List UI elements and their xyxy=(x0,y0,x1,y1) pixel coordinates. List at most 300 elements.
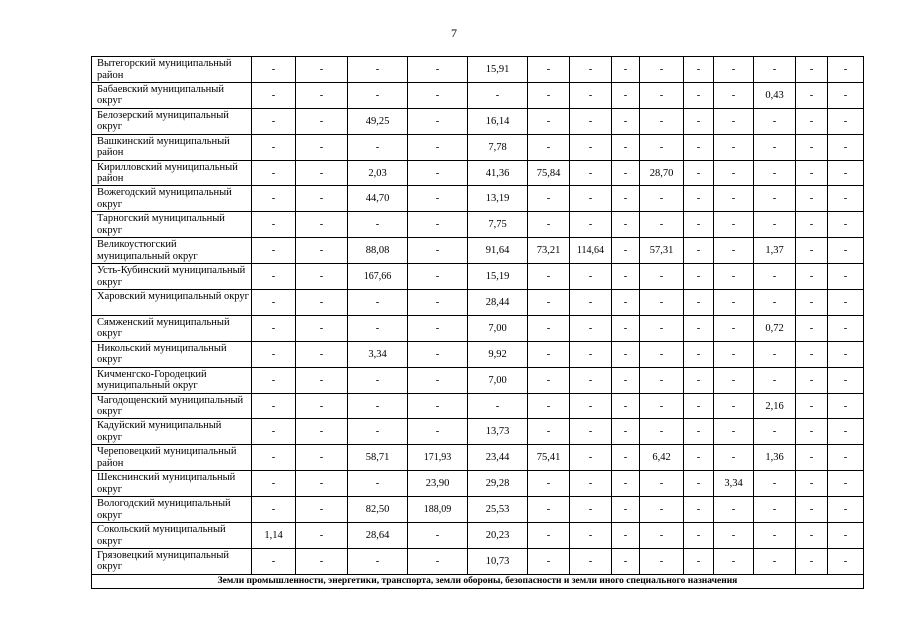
value-cell: - xyxy=(296,238,348,264)
value-cell: - xyxy=(684,393,714,419)
value-cell: - xyxy=(796,57,828,83)
value-cell: - xyxy=(408,290,468,316)
value-cell: - xyxy=(796,160,828,186)
value-cell: - xyxy=(754,497,796,523)
value-cell: - xyxy=(252,497,296,523)
value-cell: 0,43 xyxy=(754,82,796,108)
value-cell: - xyxy=(754,264,796,290)
value-cell: 15,91 xyxy=(468,57,528,83)
value-cell: - xyxy=(684,108,714,134)
value-cell: 23,44 xyxy=(468,445,528,471)
value-cell: - xyxy=(570,134,612,160)
municipality-name-cell: Сямженский муниципальный округ xyxy=(92,315,252,341)
value-cell: - xyxy=(252,238,296,264)
value-cell: - xyxy=(828,523,864,549)
value-cell: - xyxy=(570,186,612,212)
value-cell: - xyxy=(796,315,828,341)
value-cell: - xyxy=(528,393,570,419)
value-cell: - xyxy=(528,290,570,316)
value-cell: - xyxy=(828,497,864,523)
value-cell: - xyxy=(714,290,754,316)
value-cell: 29,28 xyxy=(468,471,528,497)
value-cell: - xyxy=(528,134,570,160)
value-cell: - xyxy=(468,82,528,108)
value-cell: - xyxy=(252,186,296,212)
value-cell: - xyxy=(640,548,684,574)
table-row xyxy=(92,238,864,264)
value-cell: - xyxy=(828,419,864,445)
value-cell: - xyxy=(296,212,348,238)
value-cell: - xyxy=(684,238,714,264)
municipality-name-cell: Вожегодский муниципальный округ xyxy=(92,186,252,212)
value-cell: - xyxy=(754,290,796,316)
value-cell: 1,36 xyxy=(754,445,796,471)
value-cell: - xyxy=(528,186,570,212)
table-row xyxy=(92,315,864,341)
value-cell: - xyxy=(348,134,408,160)
table-row xyxy=(92,160,864,186)
value-cell: 7,00 xyxy=(468,367,528,393)
value-cell: - xyxy=(252,160,296,186)
value-cell: - xyxy=(408,341,468,367)
value-cell: - xyxy=(828,57,864,83)
value-cell: - xyxy=(348,471,408,497)
value-cell: 2,16 xyxy=(754,393,796,419)
value-cell: - xyxy=(252,134,296,160)
value-cell: - xyxy=(796,497,828,523)
table-row xyxy=(92,57,864,83)
value-cell: 41,36 xyxy=(468,160,528,186)
value-cell: - xyxy=(714,419,754,445)
value-cell: - xyxy=(640,134,684,160)
value-cell: - xyxy=(252,290,296,316)
value-cell: - xyxy=(684,497,714,523)
value-cell: - xyxy=(612,523,640,549)
value-cell: - xyxy=(570,341,612,367)
value-cell: - xyxy=(640,264,684,290)
value-cell: - xyxy=(408,186,468,212)
table-row xyxy=(92,548,864,574)
value-cell: - xyxy=(528,548,570,574)
value-cell: 25,53 xyxy=(468,497,528,523)
value-cell: - xyxy=(714,212,754,238)
table-row xyxy=(92,393,864,419)
value-cell: - xyxy=(570,160,612,186)
value-cell: - xyxy=(296,548,348,574)
land-data-table xyxy=(91,56,864,589)
value-cell: - xyxy=(796,523,828,549)
value-cell: 23,90 xyxy=(408,471,468,497)
value-cell: - xyxy=(408,367,468,393)
value-cell: - xyxy=(408,108,468,134)
value-cell: - xyxy=(754,134,796,160)
value-cell: - xyxy=(612,315,640,341)
value-cell: - xyxy=(612,393,640,419)
value-cell: - xyxy=(684,134,714,160)
value-cell: - xyxy=(828,367,864,393)
value-cell: - xyxy=(612,341,640,367)
value-cell: - xyxy=(528,212,570,238)
section-title: Земли промышленности, энергетики, транспорта, земли обороны, безопасности и земли иного специального назначения xyxy=(92,574,864,588)
value-cell: - xyxy=(528,497,570,523)
value-cell: - xyxy=(408,523,468,549)
municipality-name-cell: Вытегорский муниципальный район xyxy=(92,57,252,83)
value-cell: - xyxy=(348,57,408,83)
value-cell: - xyxy=(612,445,640,471)
value-cell: - xyxy=(570,57,612,83)
table-row xyxy=(92,212,864,238)
table-row xyxy=(92,108,864,134)
value-cell: - xyxy=(714,548,754,574)
value-cell: - xyxy=(828,160,864,186)
value-cell: - xyxy=(714,445,754,471)
value-cell: - xyxy=(828,445,864,471)
value-cell: 73,21 xyxy=(528,238,570,264)
value-cell: 2,03 xyxy=(348,160,408,186)
value-cell: - xyxy=(252,367,296,393)
value-cell: - xyxy=(796,419,828,445)
value-cell: - xyxy=(612,497,640,523)
value-cell: - xyxy=(828,134,864,160)
value-cell: - xyxy=(348,315,408,341)
value-cell: - xyxy=(612,548,640,574)
value-cell: - xyxy=(570,497,612,523)
value-cell: - xyxy=(612,212,640,238)
value-cell: - xyxy=(754,523,796,549)
value-cell: - xyxy=(408,160,468,186)
value-cell: - xyxy=(570,367,612,393)
value-cell: 1,37 xyxy=(754,238,796,264)
value-cell: - xyxy=(754,548,796,574)
value-cell: - xyxy=(296,290,348,316)
table-row xyxy=(92,497,864,523)
value-cell: - xyxy=(714,523,754,549)
value-cell: 3,34 xyxy=(348,341,408,367)
value-cell: - xyxy=(408,419,468,445)
value-cell: - xyxy=(640,57,684,83)
value-cell: - xyxy=(796,264,828,290)
value-cell: - xyxy=(252,212,296,238)
value-cell: - xyxy=(296,315,348,341)
municipality-name-cell: Кичменгско-Городецкий муниципальный округ xyxy=(92,367,252,393)
value-cell: - xyxy=(828,290,864,316)
value-cell: - xyxy=(714,497,754,523)
value-cell: - xyxy=(296,134,348,160)
municipality-name-cell: Вашкинский муниципальный район xyxy=(92,134,252,160)
value-cell: - xyxy=(714,341,754,367)
value-cell: - xyxy=(684,367,714,393)
value-cell: - xyxy=(684,523,714,549)
municipality-name-cell: Грязовецкий муниципальный округ xyxy=(92,548,252,574)
value-cell: - xyxy=(408,548,468,574)
value-cell: - xyxy=(296,419,348,445)
value-cell: - xyxy=(714,393,754,419)
value-cell: 28,44 xyxy=(468,290,528,316)
page-number: 7 xyxy=(451,26,457,40)
value-cell: 13,73 xyxy=(468,419,528,445)
value-cell: - xyxy=(612,160,640,186)
value-cell: - xyxy=(612,290,640,316)
value-cell: - xyxy=(252,548,296,574)
value-cell: - xyxy=(570,212,612,238)
value-cell: - xyxy=(408,264,468,290)
value-cell: - xyxy=(348,290,408,316)
value-cell: 91,64 xyxy=(468,238,528,264)
value-cell: 1,14 xyxy=(252,523,296,549)
value-cell: - xyxy=(714,108,754,134)
value-cell: 28,64 xyxy=(348,523,408,549)
municipality-name-cell: Череповецкий муниципальный район xyxy=(92,445,252,471)
value-cell: - xyxy=(796,134,828,160)
value-cell: - xyxy=(528,523,570,549)
value-cell: 9,92 xyxy=(468,341,528,367)
value-cell: - xyxy=(570,445,612,471)
value-cell: - xyxy=(684,290,714,316)
value-cell: - xyxy=(754,419,796,445)
value-cell: - xyxy=(684,419,714,445)
value-cell: - xyxy=(684,548,714,574)
value-cell: - xyxy=(640,497,684,523)
value-cell: - xyxy=(348,212,408,238)
table-row xyxy=(92,290,864,316)
value-cell: - xyxy=(612,108,640,134)
value-cell: - xyxy=(528,82,570,108)
value-cell: - xyxy=(828,82,864,108)
value-cell: - xyxy=(612,419,640,445)
value-cell: - xyxy=(714,134,754,160)
value-cell: - xyxy=(252,471,296,497)
value-cell: - xyxy=(296,471,348,497)
value-cell: - xyxy=(640,341,684,367)
municipality-name-cell: Кирилловский муниципальный район xyxy=(92,160,252,186)
value-cell: - xyxy=(296,497,348,523)
table-row xyxy=(92,134,864,160)
value-cell: - xyxy=(296,523,348,549)
value-cell: - xyxy=(296,160,348,186)
value-cell: - xyxy=(828,393,864,419)
value-cell: - xyxy=(640,186,684,212)
value-cell: - xyxy=(252,445,296,471)
value-cell: - xyxy=(612,238,640,264)
value-cell: - xyxy=(296,393,348,419)
municipality-name-cell: Кадуйский муниципальный округ xyxy=(92,419,252,445)
value-cell: - xyxy=(296,82,348,108)
table-row xyxy=(92,523,864,549)
value-cell: - xyxy=(408,393,468,419)
value-cell: - xyxy=(796,82,828,108)
value-cell: - xyxy=(252,57,296,83)
value-cell: - xyxy=(754,471,796,497)
value-cell: 58,71 xyxy=(348,445,408,471)
value-cell: - xyxy=(684,264,714,290)
value-cell: - xyxy=(296,108,348,134)
value-cell: - xyxy=(796,290,828,316)
value-cell: - xyxy=(684,315,714,341)
value-cell: - xyxy=(612,264,640,290)
value-cell: - xyxy=(640,82,684,108)
value-cell: - xyxy=(570,290,612,316)
value-cell: - xyxy=(528,341,570,367)
value-cell: - xyxy=(754,108,796,134)
value-cell: 188,09 xyxy=(408,497,468,523)
value-cell: - xyxy=(796,548,828,574)
value-cell: - xyxy=(612,134,640,160)
value-cell: - xyxy=(684,82,714,108)
value-cell: - xyxy=(714,238,754,264)
value-cell: - xyxy=(528,264,570,290)
value-cell: 88,08 xyxy=(348,238,408,264)
value-cell: - xyxy=(570,471,612,497)
value-cell: - xyxy=(252,315,296,341)
municipality-name-cell: Великоустюгский муниципальный округ xyxy=(92,238,252,264)
value-cell: - xyxy=(570,264,612,290)
value-cell: - xyxy=(468,393,528,419)
value-cell: 15,19 xyxy=(468,264,528,290)
value-cell: - xyxy=(714,367,754,393)
value-cell: - xyxy=(612,186,640,212)
value-cell: 75,84 xyxy=(528,160,570,186)
value-cell: - xyxy=(640,471,684,497)
value-cell: - xyxy=(640,523,684,549)
section-header-row xyxy=(92,574,864,588)
value-cell: - xyxy=(296,264,348,290)
value-cell: - xyxy=(754,212,796,238)
value-cell: - xyxy=(796,471,828,497)
value-cell: - xyxy=(252,108,296,134)
value-cell: - xyxy=(796,445,828,471)
table-row xyxy=(92,341,864,367)
value-cell: - xyxy=(754,57,796,83)
value-cell: - xyxy=(408,212,468,238)
value-cell: - xyxy=(828,471,864,497)
value-cell: - xyxy=(640,367,684,393)
municipality-name-cell: Вологодский муниципальный округ xyxy=(92,497,252,523)
municipality-name-cell: Шекснинский муниципальный округ xyxy=(92,471,252,497)
value-cell: 7,00 xyxy=(468,315,528,341)
value-cell: - xyxy=(714,264,754,290)
value-cell: 114,64 xyxy=(570,238,612,264)
value-cell: - xyxy=(408,315,468,341)
value-cell: - xyxy=(754,160,796,186)
value-cell: - xyxy=(348,419,408,445)
value-cell: - xyxy=(684,445,714,471)
value-cell: - xyxy=(348,393,408,419)
table-row xyxy=(92,82,864,108)
municipality-name-cell: Сокольский муниципальный округ xyxy=(92,523,252,549)
value-cell: 7,78 xyxy=(468,134,528,160)
value-cell: 13,19 xyxy=(468,186,528,212)
value-cell: - xyxy=(796,238,828,264)
value-cell: - xyxy=(296,57,348,83)
value-cell: - xyxy=(640,393,684,419)
municipality-name-cell: Бабаевский муниципальный округ xyxy=(92,82,252,108)
value-cell: - xyxy=(528,315,570,341)
value-cell: - xyxy=(714,186,754,212)
value-cell: - xyxy=(754,341,796,367)
value-cell: - xyxy=(408,238,468,264)
value-cell: - xyxy=(296,341,348,367)
value-cell: 49,25 xyxy=(348,108,408,134)
value-cell: - xyxy=(570,108,612,134)
value-cell: - xyxy=(640,290,684,316)
value-cell: - xyxy=(796,108,828,134)
value-cell: - xyxy=(828,186,864,212)
value-cell: - xyxy=(528,419,570,445)
value-cell: - xyxy=(684,341,714,367)
table-row xyxy=(92,471,864,497)
municipality-name-cell: Усть-Кубинский муниципальный округ xyxy=(92,264,252,290)
value-cell: - xyxy=(528,57,570,83)
value-cell: 0,72 xyxy=(754,315,796,341)
table-row xyxy=(92,367,864,393)
value-cell: - xyxy=(612,57,640,83)
value-cell: - xyxy=(828,264,864,290)
table-body xyxy=(92,57,864,589)
municipality-name-cell: Никольский муниципальный округ xyxy=(92,341,252,367)
table-row xyxy=(92,186,864,212)
value-cell: - xyxy=(570,548,612,574)
value-cell: - xyxy=(570,393,612,419)
value-cell: 171,93 xyxy=(408,445,468,471)
value-cell: - xyxy=(640,315,684,341)
value-cell: - xyxy=(828,341,864,367)
value-cell: 10,73 xyxy=(468,548,528,574)
value-cell: - xyxy=(252,419,296,445)
value-cell: - xyxy=(828,238,864,264)
value-cell: - xyxy=(348,548,408,574)
value-cell: - xyxy=(754,186,796,212)
value-cell: - xyxy=(296,445,348,471)
value-cell: - xyxy=(828,315,864,341)
value-cell: - xyxy=(612,471,640,497)
value-cell: 3,34 xyxy=(714,471,754,497)
value-cell: 7,75 xyxy=(468,212,528,238)
value-cell: - xyxy=(570,315,612,341)
value-cell: 20,23 xyxy=(468,523,528,549)
value-cell: - xyxy=(296,367,348,393)
value-cell: - xyxy=(796,341,828,367)
value-cell: - xyxy=(684,186,714,212)
value-cell: - xyxy=(408,82,468,108)
value-cell: - xyxy=(796,393,828,419)
value-cell: 167,66 xyxy=(348,264,408,290)
value-cell: - xyxy=(570,523,612,549)
value-cell: - xyxy=(714,315,754,341)
value-cell: - xyxy=(684,471,714,497)
municipality-name-cell: Харовский муниципальный округ xyxy=(92,290,252,316)
value-cell: 16,14 xyxy=(468,108,528,134)
value-cell: - xyxy=(796,186,828,212)
value-cell: - xyxy=(296,186,348,212)
value-cell: - xyxy=(252,82,296,108)
value-cell: - xyxy=(714,82,754,108)
value-cell: - xyxy=(252,341,296,367)
value-cell: 75,41 xyxy=(528,445,570,471)
value-cell: - xyxy=(684,57,714,83)
value-cell: - xyxy=(528,471,570,497)
value-cell: - xyxy=(714,57,754,83)
value-cell: - xyxy=(612,82,640,108)
value-cell: - xyxy=(252,264,296,290)
table-row xyxy=(92,445,864,471)
value-cell: 44,70 xyxy=(348,186,408,212)
value-cell: - xyxy=(828,108,864,134)
value-cell: - xyxy=(612,367,640,393)
value-cell: - xyxy=(796,367,828,393)
value-cell: - xyxy=(640,419,684,445)
value-cell: - xyxy=(570,419,612,445)
value-cell: - xyxy=(640,108,684,134)
